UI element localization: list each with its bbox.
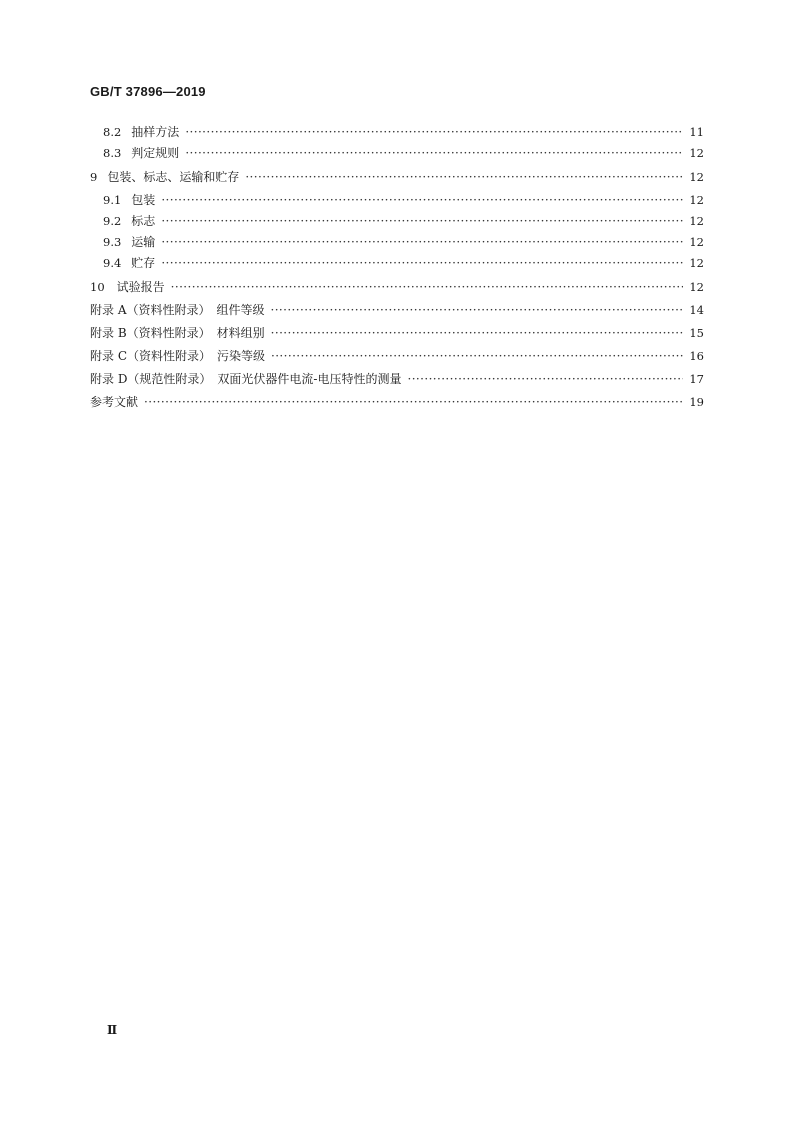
toc-entry-number: 9.2 [103, 213, 122, 228]
dot-leader [185, 146, 683, 161]
toc-entry-title: 参考文献 [90, 395, 139, 410]
toc-entry-appendix-d[interactable] [90, 366, 704, 387]
toc-entry-page: 12 [689, 213, 704, 228]
toc-entry-9-1[interactable] [90, 187, 704, 208]
toc-entry-9-4[interactable] [90, 250, 704, 271]
toc-entry-page: 12 [689, 146, 704, 161]
dot-leader [245, 170, 683, 185]
toc-entry-title: 附录 B（资料性附录） 材料组别 [90, 325, 265, 340]
toc-entry-title: 运输 [131, 235, 156, 250]
toc-entry-page: 12 [689, 279, 704, 294]
page-number-footer: Ⅱ [107, 1023, 118, 1037]
toc-entry-page: 17 [689, 372, 704, 387]
dot-leader [161, 214, 683, 229]
dot-leader [271, 349, 683, 364]
toc-entry-10[interactable] [90, 273, 704, 294]
toc-entry-title: 标志 [131, 213, 156, 228]
toc-entry-page: 16 [689, 349, 704, 364]
toc-entry-page: 12 [689, 235, 704, 250]
dot-leader [144, 395, 683, 410]
toc-entry-number: 9.1 [103, 192, 122, 207]
toc-entry-appendix-a[interactable] [90, 297, 704, 318]
toc-entry-page: 19 [689, 395, 704, 410]
toc-entry-page: 15 [689, 325, 704, 340]
table-of-contents [90, 119, 704, 410]
toc-entry-9[interactable] [90, 163, 704, 184]
dot-leader [271, 326, 684, 341]
toc-entry-number: 9 [90, 169, 98, 184]
toc-entry-appendix-b[interactable] [90, 320, 704, 341]
toc-entry-appendix-c[interactable] [90, 343, 704, 364]
toc-entry-title: 判定规则 [131, 146, 180, 161]
toc-entry-page: 12 [689, 256, 704, 271]
toc-entry-number: 8.2 [103, 125, 122, 140]
toc-entry-page: 12 [689, 192, 704, 207]
toc-entry-8-2[interactable] [90, 119, 704, 140]
toc-entry-number: 8.3 [103, 146, 122, 161]
toc-entry-bibliography[interactable] [90, 389, 704, 410]
toc-entry-title: 附录 D（规范性附录） 双面光伏器件电流-电压特性的测量 [90, 372, 402, 387]
dot-leader [161, 235, 683, 250]
dot-leader [161, 193, 683, 208]
toc-entry-title: 贮存 [131, 256, 156, 271]
toc-entry-9-3[interactable] [90, 229, 704, 250]
toc-entry-title: 包装 [131, 192, 156, 207]
toc-entry-number: 10 [90, 279, 105, 294]
dot-leader [171, 280, 684, 295]
dot-leader [185, 125, 683, 140]
toc-entry-page: 11 [689, 125, 704, 140]
toc-entry-page: 12 [689, 169, 704, 184]
dot-leader [161, 256, 683, 271]
toc-entry-title: 附录 A（资料性附录） 组件等级 [90, 302, 265, 317]
toc-entry-number: 9.3 [103, 235, 122, 250]
document-code-header: GB/T 37896—2019 [90, 84, 206, 99]
toc-entry-9-2[interactable] [90, 208, 704, 229]
toc-entry-number: 9.4 [103, 256, 122, 271]
toc-entry-page: 14 [689, 302, 704, 317]
toc-entry-title: 抽样方法 [131, 125, 180, 140]
dot-leader [408, 372, 684, 387]
dot-leader [270, 303, 683, 318]
toc-entry-title: 附录 C（资料性附录） 污染等级 [90, 349, 265, 364]
toc-entry-8-3[interactable] [90, 140, 704, 161]
toc-entry-title: 试验报告 [116, 279, 165, 294]
toc-entry-title: 包装、标志、运输和贮存 [107, 169, 240, 184]
